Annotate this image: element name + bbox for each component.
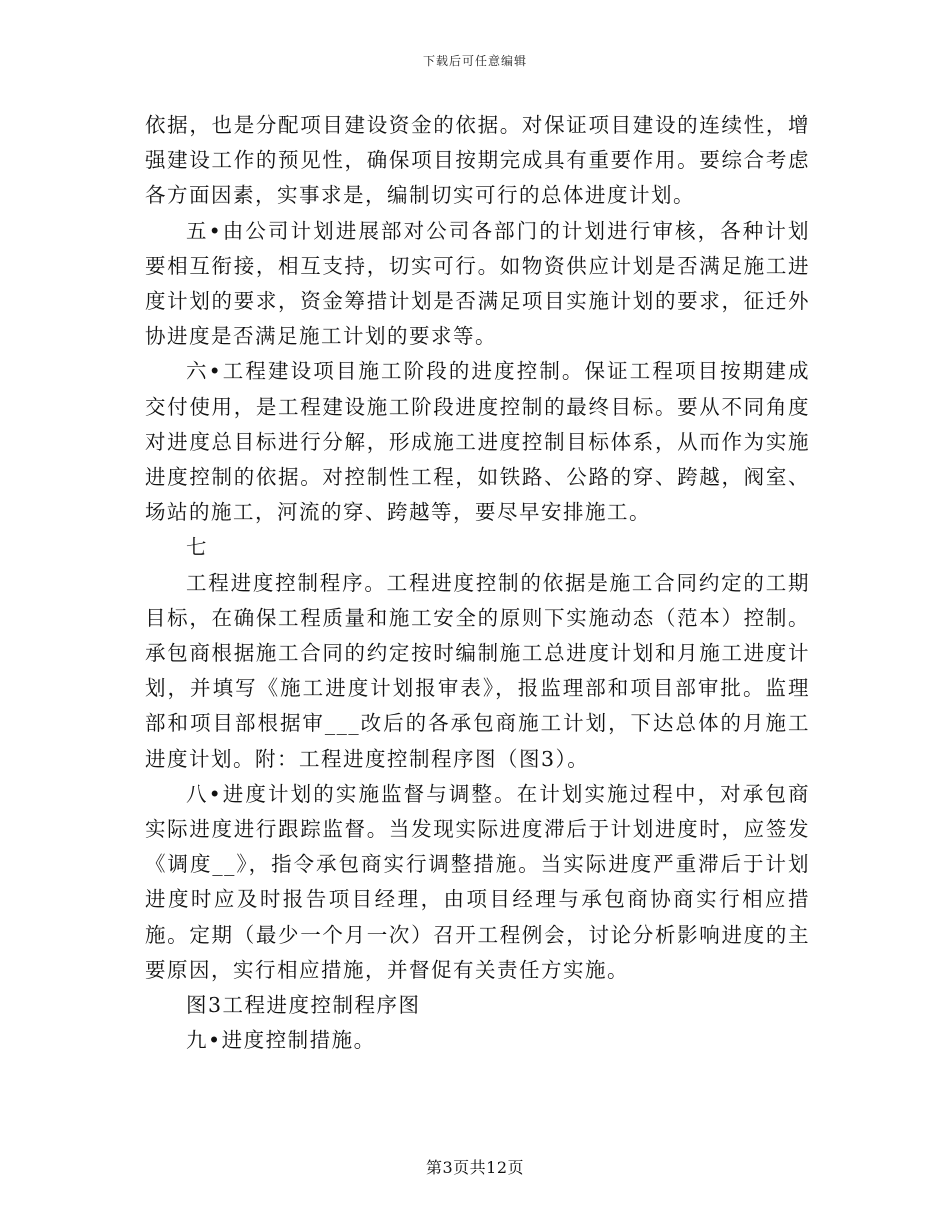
figure-caption: 图3工程进度控制程序图 (186, 993, 421, 1018)
paragraph-1: 依据，也是分配项目建设资金的依据。对保证项目建设的连续性，增强建设工作的预见性，确保项目按期完成具有重要作用。要综合考虑各方面因素，实事求是，编制切实可行的总体进度计划。 (145, 113, 810, 208)
page-header: 下载后可任意编辑 (422, 54, 527, 68)
paragraph-3: 六•工程建设项目施工阶段的进度控制。保证工程项目按期建成交付使用，是工程建设施工阶段进度控制的最终目标。要从不同角度对进度总目标进行分解，形成施工进度控制目标体系，从而作为实施进度控制的依据。对控制性工程，如铁路、公路的穿、跨越，阀室、场站的施工，河流的穿、跨越等，要尽早安排施工。 (145, 359, 810, 525)
page-footer: 第3页共12页 (425, 1158, 525, 1177)
paragraph-6: 八•进度计划的实施监督与调整。在计划实施过程中，对承包商实际进度进行跟踪监督。当发现实际进度滞后于计划进度时，应签发《调度__》，指令承包商实行调整措施。当实际进度严重滞后于计划进度时应及时报告项目经理，由项目经理与承包商协商实行相应措施。定期（最少一个月一次）召开工程例会，讨论分析影响进度的主要原因，实行相应措施，并督促有关责任方实施。 (145, 781, 810, 982)
paragraph-2: 五•由公司计划进展部对公司各部门的计划进行审核，各种计划要相互衔接，相互支持，切实可行。如物资供应计划是否满足施工进度计划的要求，资金筹措计划是否满足项目实施计划的要求，征迁外协进度是否满足施工计划的要求等。 (145, 218, 810, 349)
document-body (145, 108, 810, 1058)
paragraph-5: 工程进度控制程序。工程进度控制的依据是施工合同约定的工期目标，在确保工程质量和施工安全的原则下实施动态（范本）控制。承包商根据施工合同的约定按时编制施工总进度计划和月施工进度计划，并填写《施工进度计划报审表》，报监理部和项目部审批。监理部和项目部根据审___改后的各承包商施工计划，下达总体的月施工进度计划。附：工程进度控制程序图（图3）。 (145, 570, 810, 771)
paragraph-4: 七 (186, 535, 208, 560)
paragraph-8: 九•进度控制措施。 (186, 1028, 376, 1053)
